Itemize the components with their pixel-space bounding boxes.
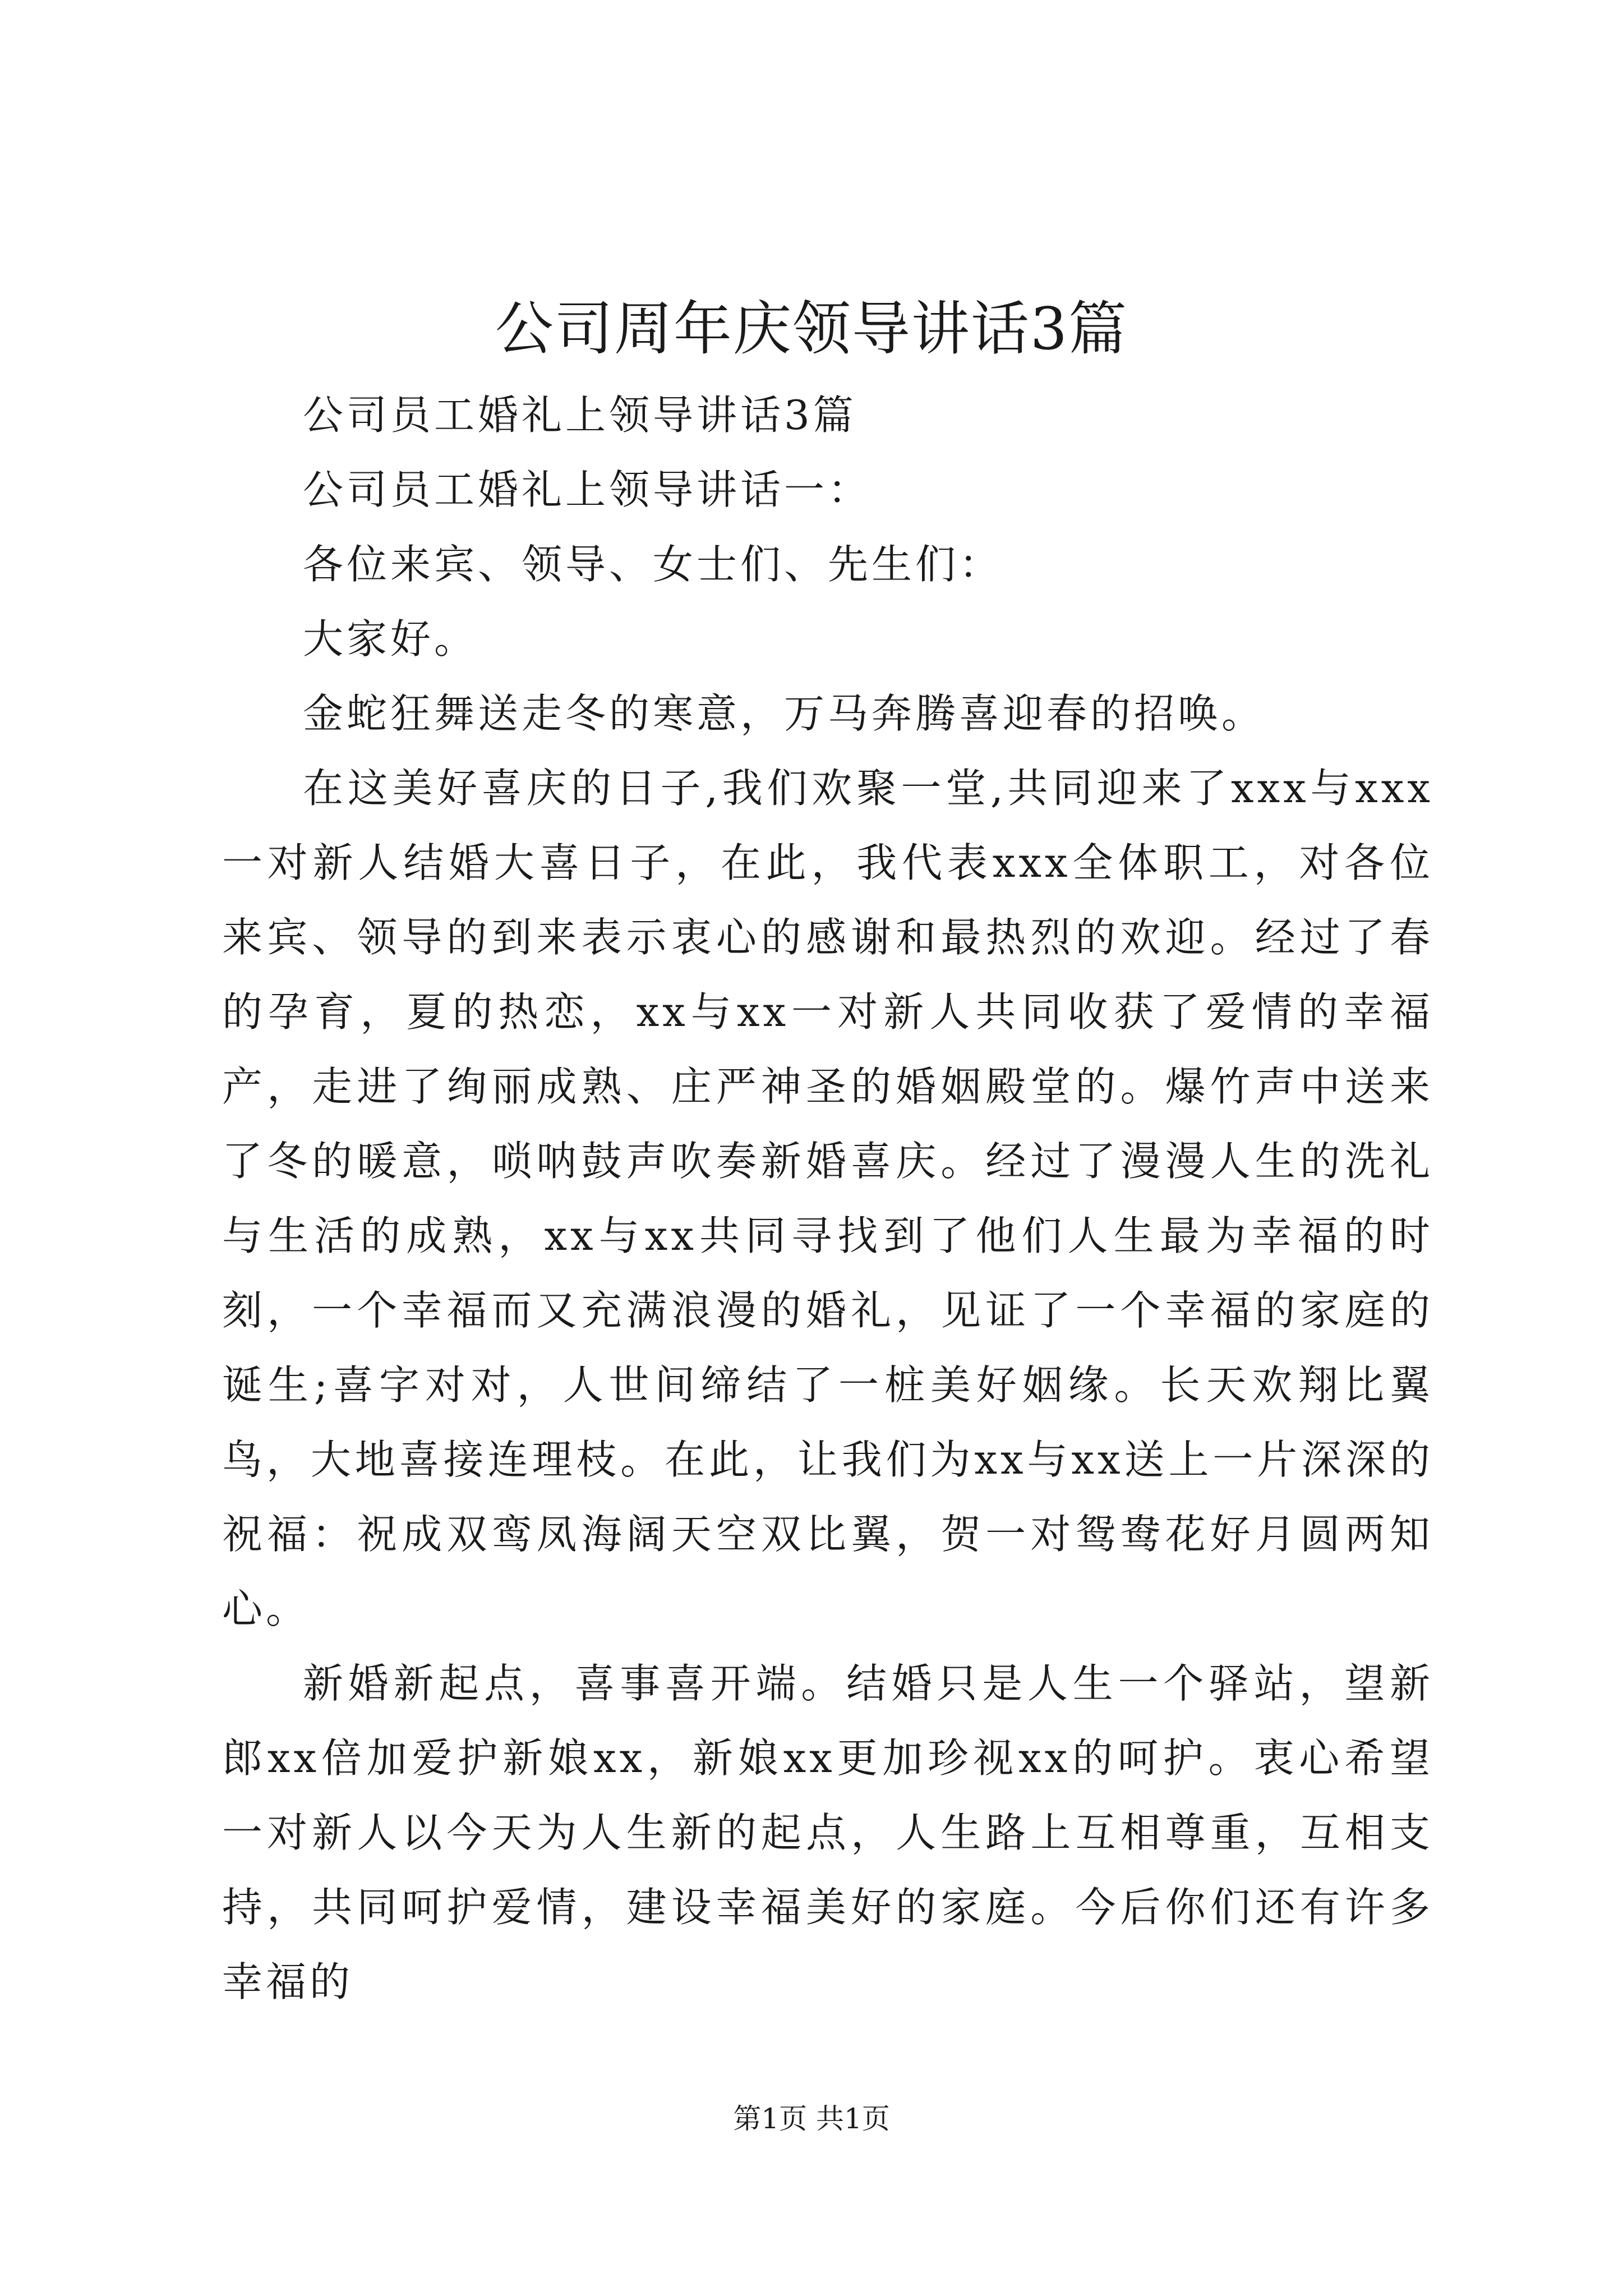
document-title: 公司周年庆领导讲话3篇 — [495, 295, 1128, 363]
opening-paragraph: 金蛇狂舞送走冬的寒意，万马奔腾喜迎春的招唤。 — [303, 690, 1266, 737]
main-body-paragraph: 在这美好喜庆的日子,我们欢聚一堂,共同迎来了xxx与xxx一对新人结婚大喜日子，在此，我代表xxx全体职工，对各位来宾、领导的到来表示衷心的感谢和最热烈的欢迎。经过了春的孕育，夏的热恋，xx与xx一对新人共同收获了爱情的幸福产，走进了绚丽成熟、庄严神圣的婚姻殿堂的。爆竹声中送来了冬的暖意，唢呐鼓声吹奏新婚喜庆。经过了漫漫人生的洗礼与生活的成熟，xx与xx共同寻找到了他们人生最为幸福的时刻，一个幸福而又充满浪漫的婚礼，见证了一个幸福的家庭的诞生;喜字对对，人世间缔结了一桩美好姻缘。长天欢翔比翼鸟，大地喜接连理枝。在此，让我们为xx与xx送上一片深深的祝福：祝成双鸾凤海阔天空双比翼，贺一对鸳鸯花好月圆两知心。 — [222, 765, 1433, 1632]
salutation-paragraph: 各位来宾、领导、女士们、先生们： — [303, 541, 1003, 588]
document-body — [222, 378, 1433, 2019]
wishes-paragraph: 新婚新起点，喜事喜开端。结婚只是人生一个驿站，望新郎xx倍加爱护新娘xx，新娘xx更加珍视xx的呵护。衷心希望一对新人以今天为人生新的起点，人生路上互相尊重，互相支持，共同呵护爱情，建设幸福美好的家庭。今后你们还有许多幸福的 — [222, 1660, 1433, 2005]
subtitle-paragraph: 公司员工婚礼上领导讲话3篇 — [303, 392, 857, 439]
page-footer: 第1页 共1页 — [733, 2102, 890, 2135]
greeting-paragraph: 大家好。 — [303, 615, 478, 662]
section-heading-paragraph: 公司员工婚礼上领导讲话一： — [303, 466, 872, 513]
